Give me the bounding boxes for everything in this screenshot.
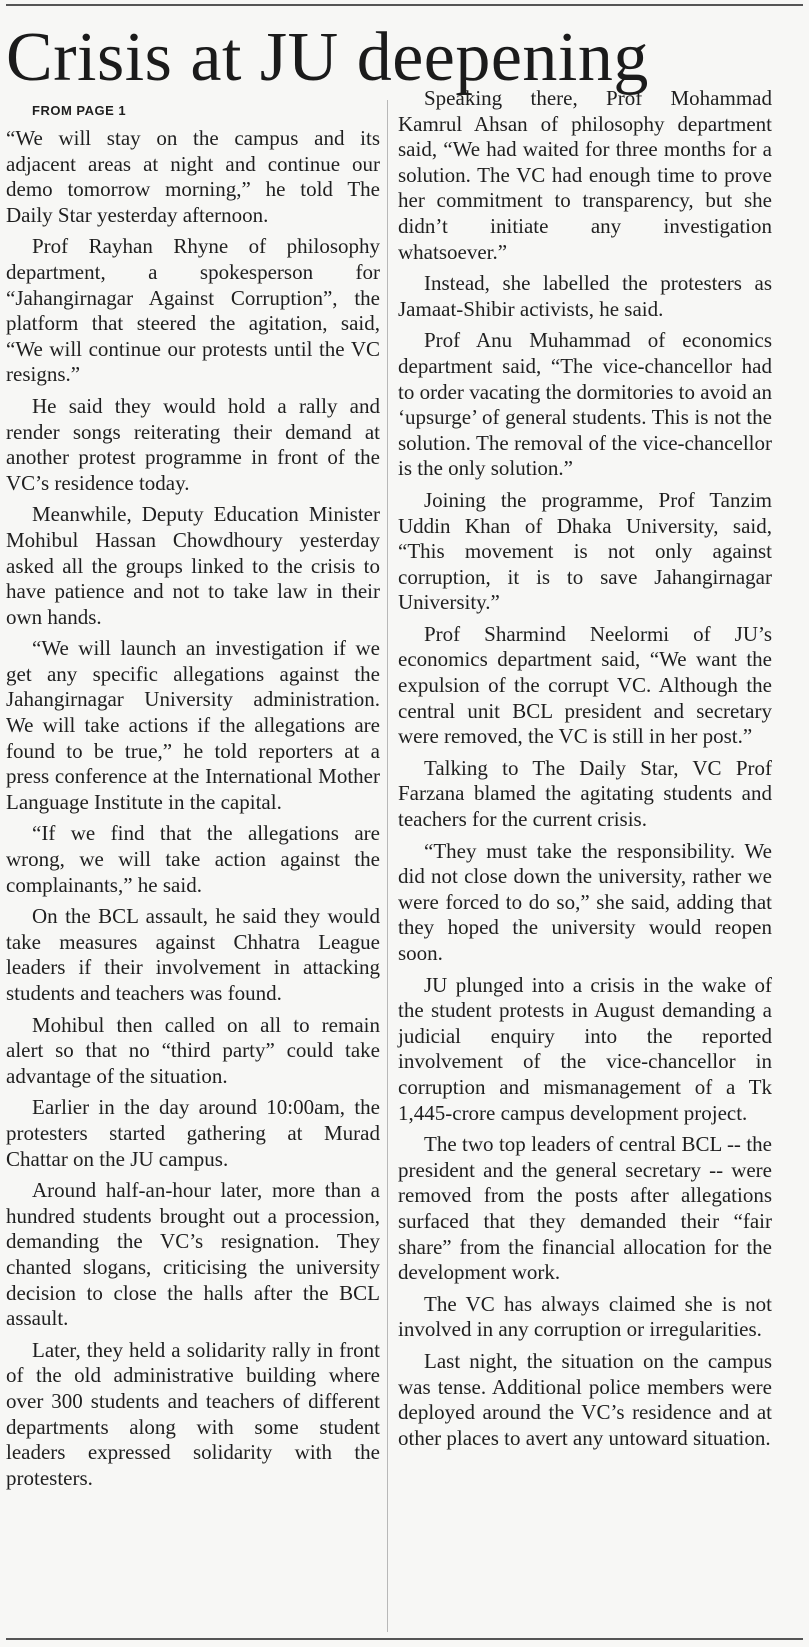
paragraph: The two top leaders of central BCL -- the president and the general secretary -- were removed from the posts after allegations surfaced that they demanded their “fair share” from the financial allocation for the development work. xyxy=(398,1132,772,1285)
paragraph: Instead, she labelled the protesters as Jamaat-Shibir activists, he said. xyxy=(398,271,772,321)
paragraph: On the BCL assault, he said they would take measures against Chhatra League leaders if their involvement in attacking students and teachers was found. xyxy=(6,904,380,1005)
paragraph: “They must take the responsibility. We did not close down the university, rather we were forced to do so,” she said, adding that they hoped the university would reopen soon. xyxy=(398,838,772,965)
column-divider xyxy=(387,100,388,1632)
paragraph: Mohibul then called on all to remain alert so that no “third party” could take advantage of the situation. xyxy=(6,1012,380,1088)
paragraph: JU plunged into a crisis in the wake of the student protests in August demanding a judicial enquiry into the reported involvement of the vice-chancellor in corruption and mismanagement of a Tk 1,445-crore campus development project. xyxy=(398,972,772,1125)
paragraph: “We will stay on the campus and its adjacent areas at night and continue our demo tomorrow morning,” he told The Daily Star yesterday afternoon. xyxy=(6,126,380,227)
headline: Crisis at JU deepening xyxy=(6,19,649,96)
paragraph: Last night, the situation on the campus was tense. Additional police members were deployed around the VC’s residence and at other places to avert any untoward situation. xyxy=(398,1348,772,1450)
paragraph: Prof Rayhan Rhyne of philosophy department, a spokesperson for “Jahangirnagar Against Corruption”, the platform that steered the agitation, said, “We will continue our protests until the VC resigns.” xyxy=(6,234,380,387)
paragraph: The VC has always claimed she is not involved in any corruption or irregularities. xyxy=(398,1291,772,1342)
paragraph: Talking to The Daily Star, VC Prof Farzana blamed the agitating students and teachers for the current crisis. xyxy=(398,755,772,832)
left-column xyxy=(6,102,380,1497)
dateline: FROM PAGE 1 xyxy=(32,103,127,118)
paragraph: Joining the programme, Prof Tanzim Uddin Khan of Dhaka University, said, “This movement is not only against corruption, it is to save Jahangirnagar University.” xyxy=(398,487,772,615)
paragraph: “We will launch an investigation if we get any specific allegations against the Jahangirnagar University administration. We will take actions if the allegations are found to be true,” he told reporters at a press conference at the International Mother Language Institute in the capital. xyxy=(6,636,380,814)
paragraph: Earlier in the day around 10:00am, the protesters started gathering at Murad Chattar on the JU campus. xyxy=(6,1095,380,1171)
paragraph: “If we find that the allegations are wrong, we will take action against the complainants,” he said. xyxy=(6,821,380,897)
paragraph: Prof Sharmind Neelormi of JU’s economics department said, “We want the expulsion of the corrupt VC. Although the central unit BCL president and secretary were removed, the VC is still in her post.” xyxy=(398,621,772,749)
paragraph: Speaking there, Prof Mohammad Kamrul Ahsan of philosophy department said, “We had waited for three months for a solution. The VC had enough time to prove her commitment to transparency, but she didn’t initiate any investigation whatsoever.” xyxy=(398,86,772,264)
paragraph: Prof Anu Muhammad of economics department said, “The vice-chancellor had to order vacating the dormitories to avoid an ‘upsurge’ of general students. This is not the solution. The removal of the vice-chancellor is the only solution.” xyxy=(398,328,772,481)
top-rule xyxy=(6,4,803,6)
right-column xyxy=(398,86,772,1457)
paragraph: Meanwhile, Deputy Education Minister Mohibul Hassan Chowdhoury yesterday asked all the groups linked to the crisis to have patience and not to take law in their own hands. xyxy=(6,502,380,629)
paragraph: He said they would hold a rally and render songs reiterating their demand at another protest programme in front of the VC’s residence today. xyxy=(6,393,380,495)
bottom-rule xyxy=(6,1638,803,1640)
paragraph: Around half-an-hour later, more than a hundred students brought out a procession, demanding the VC’s resignation. They chanted slogans, criticising the university decision to close the halls after the BCL assault. xyxy=(6,1178,380,1331)
paragraph: Later, they held a solidarity rally in front of the old administrative building where over 300 students and teachers of different departments along with some student leaders expressed solidarity with the protesters. xyxy=(6,1337,380,1490)
